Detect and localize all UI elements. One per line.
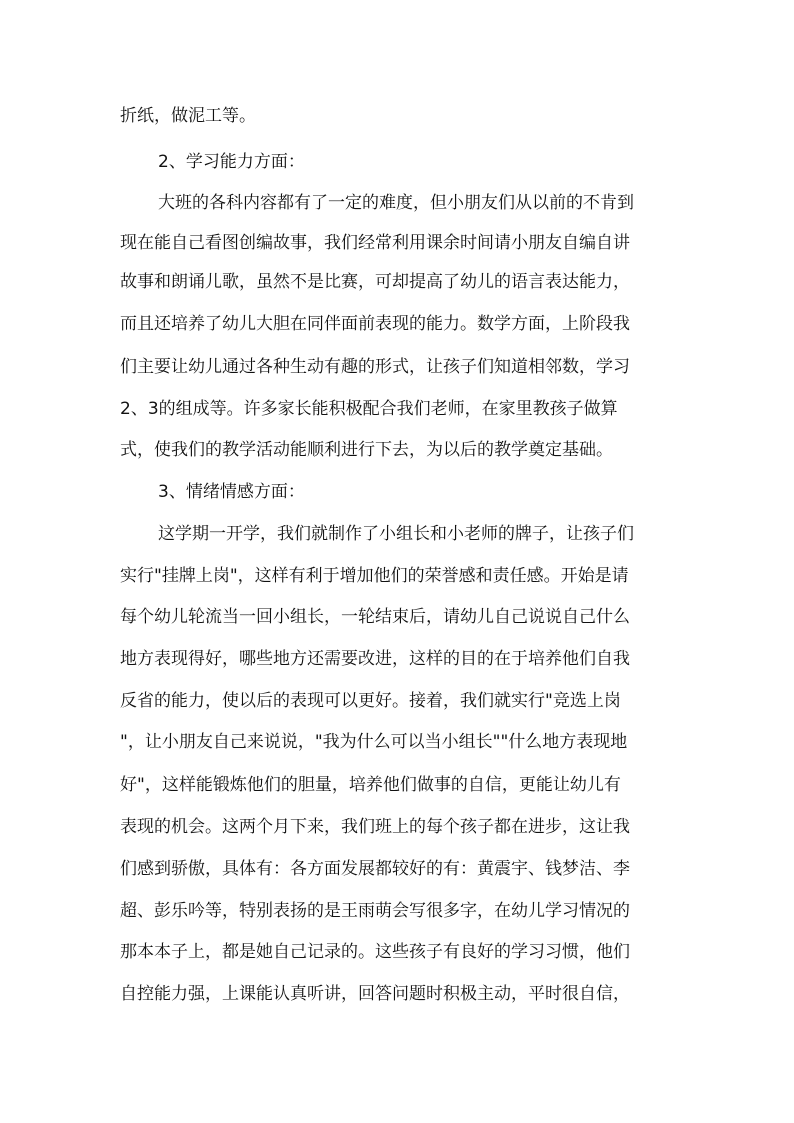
text-line-19: 们感到骄傲，具体有：各方面发展都较好的有：黄震宇、钱梦洁、李 [120,859,630,879]
text-line-9: 式，使我们的教学活动能顺利进行下去，为以后的教学奠定基础。 [120,440,613,460]
text-line-7: 们主要让幼儿通过各种生动有趣的形式，让孩子们知道相邻数，学习 [120,357,630,377]
text-line-16: "，让小朋友自己来说说，"我为什么可以当小组长""什么地方表现地 [120,732,628,752]
text-line-18: 表现的机会。这两个月下来，我们班上的每个孩子都在进步，这让我 [120,817,630,837]
text-line-3: 大班的各科内容都有了一定的难度，但小朋友们从以前的不肯到 [158,193,634,213]
text-line-14: 地方表现得好，哪些地方还需要改进，这样的目的在于培养他们自我 [120,649,630,669]
section-heading-3: 3、情绪情感方面： [158,482,305,502]
text-line-15: 反省的能力，使以后的表现可以更好。接着，我们就实行"竞选上岗 [120,691,621,711]
text-line-17: 好"，这样能锻炼他们的胆量，培养他们做事的自信，更能让幼儿有 [120,775,621,795]
text-line-4: 现在能自己看图创编故事，我们经常利用课余时间请小朋友自编自讲 [120,233,630,253]
text-line-21: 那本本子上，都是她自己记录的。这些孩子有良好的学习习惯，他们 [120,942,630,962]
text-line-5: 故事和朗诵儿歌，虽然不是比赛，可却提高了幼儿的语言表达能力， [120,272,630,292]
text-line-22: 自控能力强，上课能认真听讲，回答问题时积极主动，平时很自信， [120,984,630,1004]
text-line-8: 2、3的组成等。许多家长能积极配合我们老师，在家里教孩子做算 [120,399,618,419]
text-line-1: 折纸，做泥工等。 [120,106,256,126]
text-line-20: 超、彭乐吟等，特别表扬的是王雨萌会写很多字，在幼儿学习情况的 [120,901,630,921]
text-line-11: 这学期一开学，我们就制作了小组长和小老师的牌子，让孩子们 [158,524,634,544]
text-line-6: 而且还培养了幼儿大胆在同伴面前表现的能力。数学方面，上阶段我 [120,314,630,334]
section-heading-2: 2、学习能力方面： [158,152,305,172]
text-line-13: 每个幼儿轮流当一回小组长，一轮结束后，请幼儿自己说说自己什么 [120,607,630,627]
text-line-12: 实行"挂牌上岗"，这样有利于增加他们的荣誉感和责任感。开始是请 [120,566,629,586]
